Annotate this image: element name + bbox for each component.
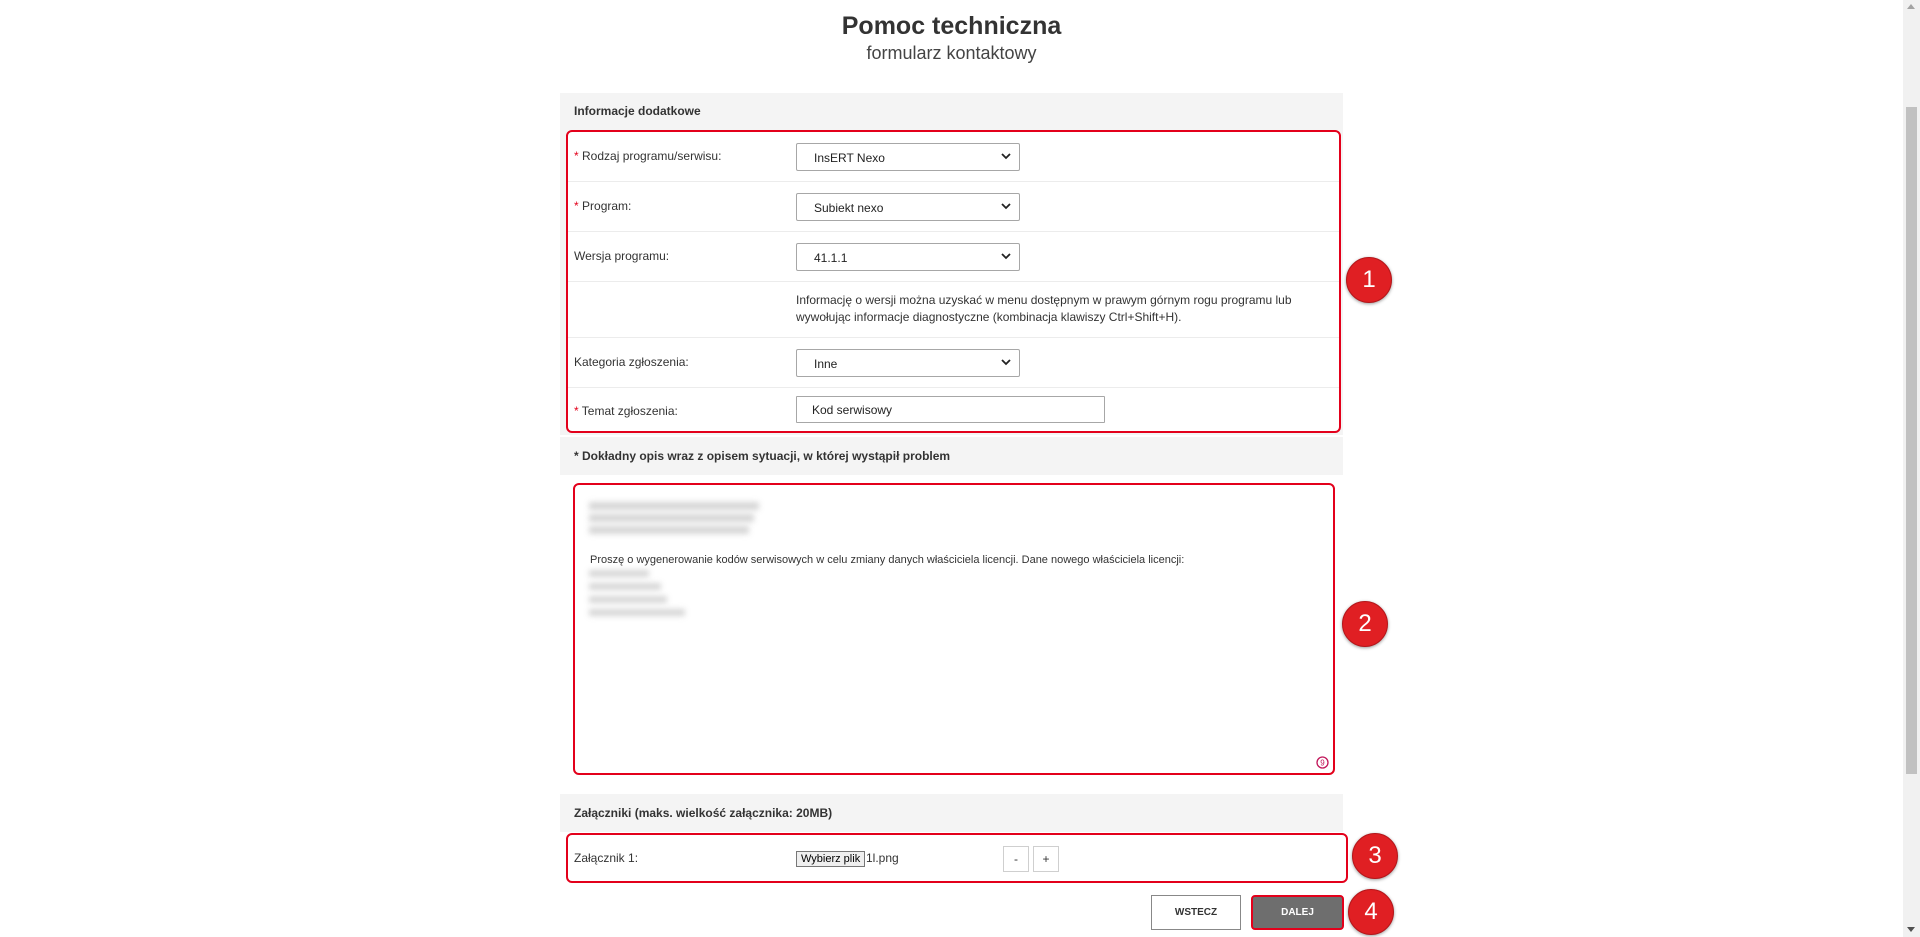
required-mark: * [574, 404, 579, 418]
section-title-attachments: Załączniki (maks. wielkość załącznika: 20MB) [574, 806, 833, 820]
description-textarea[interactable] [573, 483, 1335, 775]
redacted-text [589, 514, 754, 522]
form-row-program [568, 182, 1339, 232]
next-button[interactable] [1251, 895, 1344, 930]
required-mark: * [574, 149, 579, 163]
redacted-text [589, 526, 749, 534]
subject-label [574, 404, 678, 418]
remove-attachment-button[interactable]: - [1003, 846, 1029, 872]
chevron-down-icon [999, 355, 1013, 369]
section-title-additional-info: Informacje dodatkowe [574, 104, 701, 118]
attachment-label: Załącznik 1: [574, 851, 639, 865]
grammar-check-icon[interactable] [1316, 756, 1329, 769]
form-row-version-info [568, 282, 1339, 338]
version-label: Wersja programu: [574, 249, 670, 263]
program-select[interactable] [796, 193, 1020, 221]
annotation-badge-4: 4 [1348, 889, 1394, 935]
program-type-select[interactable] [796, 143, 1020, 171]
section-header-description [560, 437, 1343, 475]
annotation-badge-2: 2 [1342, 601, 1388, 647]
subject-label-text: Temat zgłoszenia: [581, 404, 678, 418]
add-attachment-button[interactable]: + [1033, 846, 1059, 872]
form-row-subject [568, 388, 1339, 433]
redacted-text [589, 502, 759, 510]
chevron-down-icon [999, 149, 1013, 163]
version-info-text: Informację o wersji można uzyskać w menu dostępnym w prawym górnym rogu programu lub wywołując informacje diagnostyczne (kombinacja klawiszy Ctrl+Shift+H). [796, 293, 1292, 324]
section-title-description: * Dokładny opis wraz z opisem sytuacji, w której wystąpił problem [574, 449, 951, 463]
chevron-down-icon [999, 199, 1013, 213]
annotation-badge-1: 1 [1346, 257, 1392, 303]
choose-file-button[interactable]: Wybierz plik [796, 851, 865, 867]
subject-value: Kod serwisowy [812, 403, 893, 417]
program-type-label-text: Rodzaj programu/serwisu: [582, 149, 722, 163]
redacted-text [589, 570, 649, 577]
form-row-category [568, 338, 1339, 388]
redacted-text [589, 609, 685, 616]
version-select[interactable] [796, 243, 1020, 271]
program-type-value: InsERT Nexo [814, 151, 885, 165]
chevron-down-icon [999, 249, 1013, 263]
scrollbar-thumb[interactable] [1906, 107, 1917, 774]
section-header-additional-info [560, 93, 1343, 130]
category-value: Inne [814, 357, 838, 371]
page-subtitle: formularz kontaktowy [866, 43, 1037, 63]
next-button-label: DALEJ [1257, 900, 1338, 925]
form-row-version [568, 232, 1339, 282]
attachment-file-name: 1l.png [866, 851, 899, 865]
version-value: 41.1.1 [814, 251, 848, 265]
program-value: Subiekt nexo [814, 201, 884, 215]
required-mark: * [574, 199, 579, 213]
scroll-up-icon[interactable] [1907, 4, 1915, 9]
program-label-text: Program: [582, 199, 632, 213]
redacted-text [589, 596, 667, 603]
vertical-scrollbar[interactable] [1903, 0, 1920, 937]
program-type-label [574, 149, 721, 163]
form-row-program-type [568, 132, 1339, 182]
back-button[interactable]: WSTECZ [1151, 895, 1241, 930]
svg-text:9: 9 [1320, 758, 1325, 768]
program-label [574, 199, 631, 213]
category-label: Kategoria zgłoszenia: [574, 355, 689, 369]
description-text: Proszę o wygenerowanie kodów serwisowych w celu zmiany danych właściciela licencji. Dane nowego właściciela licencji: [590, 554, 1185, 566]
category-select[interactable] [796, 349, 1020, 377]
page-title: Pomoc techniczna [841, 12, 1062, 40]
scroll-down-icon[interactable] [1907, 927, 1915, 932]
subject-input[interactable] [796, 396, 1105, 423]
annotation-badge-3: 3 [1352, 833, 1398, 879]
section-header-attachments [560, 794, 1343, 832]
redacted-text [589, 583, 661, 590]
additional-info-form [566, 130, 1341, 433]
attachment-row [566, 833, 1348, 883]
